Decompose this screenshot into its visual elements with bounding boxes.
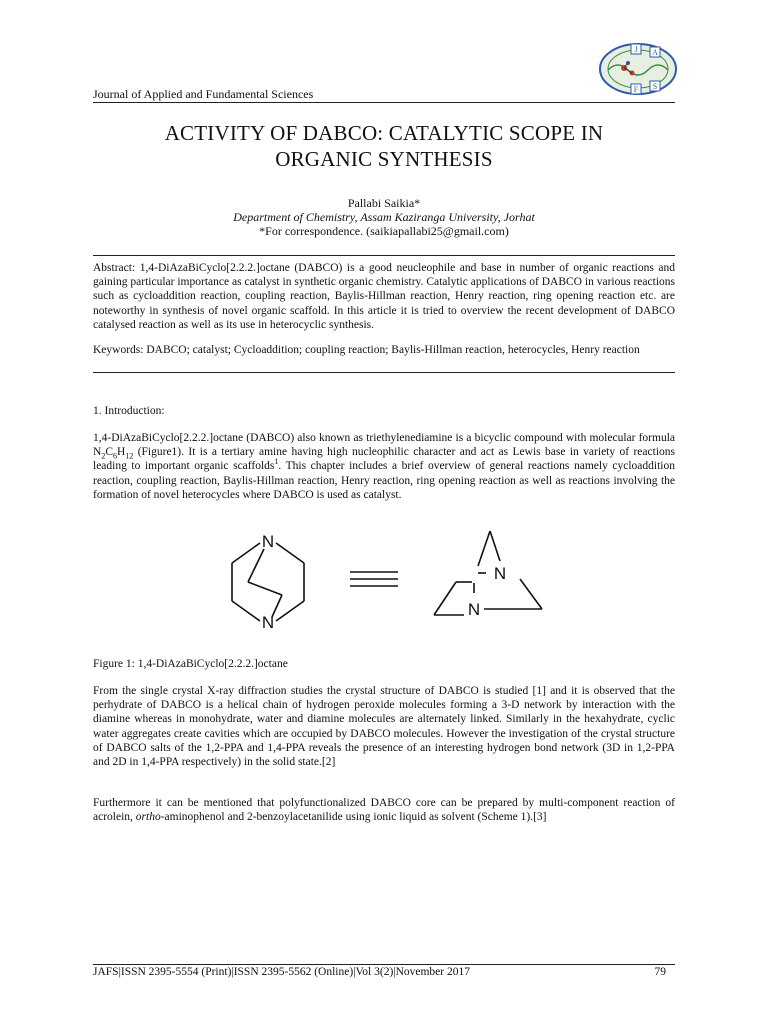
logo-letter-a: A — [652, 48, 658, 57]
dabco-flat-n-bottom: N — [261, 613, 275, 632]
dabco-3d-n-bottom: N — [467, 600, 481, 619]
dabco-structure-flat — [232, 543, 304, 621]
paper-title-line-1: ACTIVITY OF DABCO: CATALYTIC SCOPE IN — [164, 121, 604, 145]
abstract-bottom-divider — [93, 372, 675, 373]
section-heading-introduction: 1. Introduction: — [93, 405, 165, 417]
footer-divider — [93, 964, 675, 965]
keywords: Keywords: DABCO; catalyst; Cycloaddition; coupling reaction; Baylis-Hillman reaction, heterocycles, Henry reaction — [93, 344, 640, 356]
dabco-structure-figure — [220, 525, 550, 635]
paper-title — [93, 120, 675, 172]
journal-name: Journal of Applied and Fundamental Sciences — [93, 87, 314, 101]
dabco-structure-3d — [434, 531, 542, 615]
logo-letter-s: S — [652, 82, 658, 91]
correspondence-email: *For correspondence. (saikiapallabi25@gmail.com) — [259, 224, 509, 238]
paper-title-line-2: ORGANIC SYNTHESIS — [275, 147, 493, 171]
polyfunctionalized-paragraph: Furthermore it can be mentioned that polyfunctionalized DABCO core can be prepared by multi-component reaction of acrolein, ortho-aminophenol and 2-benzoylacetanilide using ionic liquid as solvent (Scheme 1).[3] — [93, 797, 675, 824]
introduction-paragraph: 1,4-DiAzaBiCyclo[2.2.2.]octane (DABCO) also known as triethylenediamine is a bicyclic compound with molecular formula $N_2C_6H_{12}$ (Figure1). It is a tertiary amine having high nucleophilic character and act as Lewis base in variety of reactions leading to important organic scaffolds$^1$. This chapter includes a brief overview of general reactions namely cycloaddition reaction, coupling reaction, Baylis-Hillman reaction, Henry reaction, ring opening reaction as well as reactions involving the formation of novel heterocycles where DABCO is used as catalyst. — [93, 432, 675, 501]
footer-citation: JAFS|ISSN 2395-5554 (Print)|ISSN 2395-5562 (Online)|Vol 3(2)|November 2017 — [93, 966, 470, 978]
abstract-top-divider — [93, 255, 675, 256]
author-name: Pallabi Saikia* — [347, 196, 421, 210]
equivalence-sign — [350, 572, 398, 586]
figure-1-caption: Figure 1: 1,4-DiAzaBiCyclo[2.2.2.]octane — [93, 658, 288, 670]
page-number: 79 — [654, 966, 666, 978]
author-affiliation: Department of Chemistry, Assam Kaziranga University, Jorhat — [233, 210, 535, 224]
dabco-flat-n-top: N — [261, 532, 275, 551]
dabco-3d-n-top: N — [493, 564, 507, 583]
logo-letter-j: J — [634, 45, 638, 54]
crystal-structure-paragraph: From the single crystal X-ray diffraction studies the crystal structure of DABCO is studied [1] and it is observed that the perhydrate of DABCO is a helical chain of hydrogen peroxide molecules forming a 3-D network by interaction with the diamine whereas in monohydrate, water and diamine molecules are alternately linked. Similarly in the hexahydrate, cyclic water aggregates create cavities which are occupied by DABCO molecules. However the investigation of the crystal structure of DABCO salts of the 1,2-PPA and 1,4-PPA reveals the presence of an interesting hydrogen bond network (3D in 1,2-PPA and 2D in 1,4-PPA respectively) in the solid state.[2] — [93, 685, 675, 769]
logo-letter-f: F — [633, 85, 639, 94]
journal-logo — [598, 42, 678, 96]
header-divider — [93, 102, 675, 103]
abstract: Abstract: 1,4-DiAzaBiCyclo[2.2.2.]octane (DABCO) is a good neucleophile and base in number of organic reactions and gaining particular importance as catalyst in synthetic organic chemistry. Catalytic applications of DABCO in various reactions such as cycloaddition reaction, coupling reaction, Baylis-Hillman reaction, Henry reaction, ring opening reaction etc. are noteworthy in synthesis of novel organic scaffold. In this article it is tried to overview the recent development of DABCO catalysed reaction as well as its use in heterocyclic synthesis. — [93, 262, 675, 331]
